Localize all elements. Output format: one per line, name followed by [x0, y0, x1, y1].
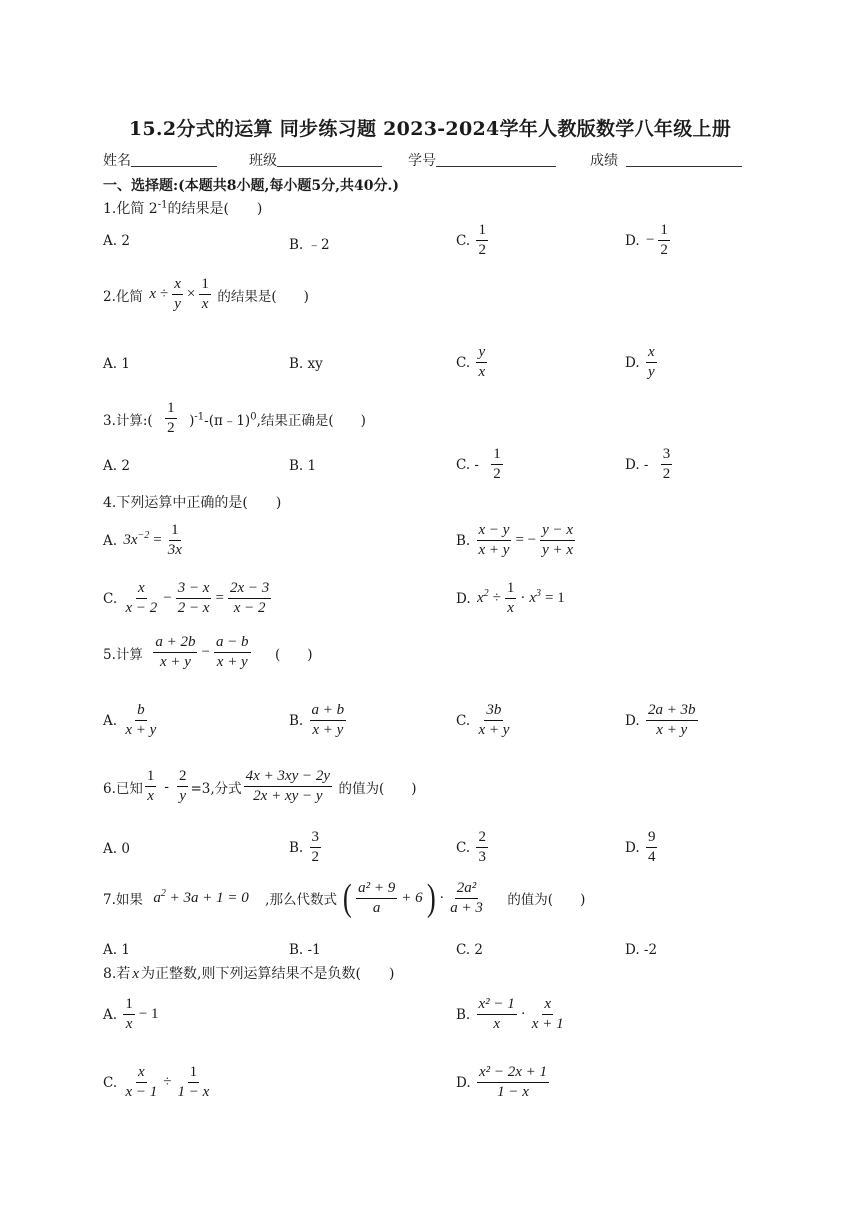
- q4-c-label: C.: [103, 590, 118, 607]
- q8-text: 8.若: [103, 966, 131, 982]
- name-label: 姓名: [103, 153, 131, 169]
- q3-d-label: D. -: [625, 456, 649, 473]
- q8-a-label: A.: [103, 1006, 118, 1023]
- q4-option-d[interactable]: [456, 580, 567, 617]
- q4-d-label: D.: [456, 590, 471, 607]
- score-field: [590, 150, 742, 170]
- q3-c-fraction: $\frac{1}{2}$: [493, 446, 501, 482]
- q1-d-fraction: $\frac{1}{2}$: [660, 222, 668, 258]
- q8-var: x: [132, 966, 140, 982]
- id-label: 学号: [408, 153, 436, 169]
- q4-c-fraction-3: $\frac{2x - 3}{x - 2}$: [229, 580, 270, 616]
- class-field: [249, 150, 382, 170]
- q6-fraction-2: $\frac{2}{y}$: [178, 768, 187, 804]
- q7-text: 7.如果: [103, 892, 143, 908]
- q1-option-c[interactable]: [456, 222, 490, 259]
- q6-option-a[interactable]: A. 0: [103, 841, 130, 857]
- q3-option-d[interactable]: [625, 446, 674, 483]
- q4-a-lhs: $3x^{-2}$: [123, 530, 150, 548]
- q5-d-fraction: $\frac{2a + 3b}{x + y}$: [647, 702, 696, 738]
- q6-fraction-3: $\frac{4x + 3xy - 2y}{2x + xy - y}$: [245, 768, 331, 804]
- q3-text-mid: )$^{-1}$-(π﹣1)$^0$,结果正确是( ): [189, 411, 366, 429]
- question-7: [103, 878, 585, 918]
- question-2: [103, 276, 309, 313]
- q7-text-tail: 的值为( ): [507, 892, 586, 908]
- q4-option-c[interactable]: [103, 580, 273, 617]
- q2-times: ×: [186, 286, 196, 302]
- q4-d-dot: ·: [520, 590, 526, 606]
- q2-option-c[interactable]: [456, 344, 489, 381]
- q3-option-b[interactable]: B. 1: [289, 458, 317, 474]
- q6-c-fraction: $\frac{2}{3}$: [478, 829, 486, 865]
- q6-d-fraction: $\frac{9}{4}$: [647, 829, 656, 865]
- name-blank[interactable]: [131, 152, 217, 167]
- section-title: 一、选择题:(本题共8小题,每小题5分,共40分.): [103, 178, 400, 194]
- q8-b-fraction-2: $\frac{x}{x + 1}$: [531, 996, 564, 1032]
- q5-option-a[interactable]: [103, 702, 160, 739]
- q1-exponent: -1: [157, 199, 168, 211]
- q4-option-a[interactable]: [103, 522, 186, 559]
- name-field: [103, 150, 217, 170]
- q5-b-label: B.: [289, 712, 304, 729]
- q8-c-fraction-1: $\frac{x}{x - 1}$: [125, 1064, 158, 1100]
- q6-text-tail: 的值为( ): [338, 780, 417, 797]
- q8-b-label: B.: [456, 1006, 471, 1023]
- q4-b-fraction-1: $\frac{x - y}{x + y}$: [478, 522, 510, 558]
- q3-text: 3.计算:(: [103, 412, 153, 429]
- q4-b-label: B.: [456, 532, 471, 549]
- q4-d-term-1: $x^2$: [476, 588, 489, 606]
- q6-c-label: C.: [456, 839, 471, 856]
- q6-b-fraction: $\frac{3}{2}$: [311, 829, 320, 865]
- q8-a-rest: − 1: [138, 1006, 159, 1022]
- q1-d-sign: −: [645, 232, 655, 248]
- q2-fraction-2: $\frac{1}{x}$: [201, 276, 209, 312]
- q4-d-eq: = 1: [545, 590, 565, 606]
- q1-text-tail: 的结果是( ): [167, 201, 263, 217]
- q4-a-label: A.: [103, 532, 118, 549]
- q5-minus: −: [201, 644, 210, 660]
- q6-text-mid: =3,分式: [190, 780, 242, 797]
- q7-inner-plus: + 6: [401, 889, 423, 906]
- q3-d-fraction: $\frac{3}{2}$: [662, 446, 671, 482]
- q8-c-label: C.: [103, 1074, 118, 1091]
- q8-option-d[interactable]: [456, 1064, 551, 1101]
- q5-text: 5.计算: [103, 646, 143, 663]
- q5-option-d[interactable]: [625, 702, 700, 739]
- q5-fraction-1: $\frac{a + 2b}{x + y}$: [155, 634, 196, 670]
- q3-option-a[interactable]: A. 2: [103, 458, 130, 474]
- class-label: 班级: [249, 153, 277, 169]
- q8-c-div: ÷: [163, 1074, 172, 1090]
- q2-c-label: C.: [456, 354, 471, 371]
- q4-d-term-2: $x^3$: [529, 588, 542, 606]
- q2-text: 2.化简: [103, 288, 143, 305]
- page-title: 15.2分式的运算 同步练习题 2023-2024学年人教版数学八年级上册: [128, 118, 732, 140]
- q1-text: 1.化简 2: [103, 201, 158, 217]
- q3-fraction: $\frac{1}{2}$: [167, 400, 175, 436]
- q5-a-fraction: $\frac{b}{x + y}$: [125, 702, 157, 738]
- q1-option-d[interactable]: [625, 222, 672, 259]
- q4-a-eq: =: [153, 532, 162, 548]
- q8-d-fraction: $\frac{\text{x² − 2x + 1}}{1 - x}$: [478, 1064, 547, 1100]
- q2-option-b[interactable]: B. xy: [289, 356, 323, 372]
- q4-a-fraction: $\frac{1}{3x}$: [167, 522, 182, 558]
- q5-option-b[interactable]: [289, 702, 348, 739]
- q7-fraction: $\frac{\text{2a²}}{a + 3}$: [450, 879, 483, 916]
- q7-option-c[interactable]: C. 2: [456, 942, 484, 958]
- q7-right-paren: ): [426, 877, 436, 919]
- q7-text-mid: ,那么代数式: [265, 892, 337, 908]
- question-8: [103, 963, 394, 983]
- class-blank[interactable]: [277, 152, 382, 167]
- q7-left-paren: (: [343, 877, 353, 919]
- q6-minus: -: [164, 778, 169, 795]
- q2-option-a[interactable]: A. 1: [103, 356, 130, 372]
- q7-dot: ·: [439, 889, 445, 906]
- score-blank[interactable]: [626, 152, 742, 167]
- q8-a-fraction: $\frac{1}{x}$: [125, 996, 133, 1032]
- q2-div: ÷: [160, 286, 169, 302]
- q1-d-label: D.: [625, 232, 640, 249]
- q4-c-fraction-1: $\frac{x}{x - 2}$: [125, 580, 158, 616]
- q4-c-fraction-2: $\frac{3 - x}{2 - x}$: [177, 580, 210, 616]
- q6-option-c[interactable]: [456, 829, 490, 866]
- q2-option-d[interactable]: [625, 344, 659, 381]
- q8-text-tail: 为正整数,则下列运算结果不是负数( ): [141, 966, 395, 982]
- question-5: [103, 634, 313, 671]
- q6-b-label: B.: [289, 839, 304, 856]
- q4-c-minus: −: [163, 590, 172, 606]
- q8-option-c[interactable]: [103, 1064, 213, 1101]
- q4-b-eq: = −: [515, 532, 537, 548]
- question-4: 4.下列运算中正确的是( ): [103, 495, 282, 511]
- q7-option-b[interactable]: B. -1: [289, 942, 321, 958]
- q1-option-a[interactable]: A. 2: [103, 233, 130, 249]
- q1-c-fraction: $\frac{1}{2}$: [478, 222, 486, 258]
- q7-inner-fraction: $\frac{\text{a² + 9}}{a}$: [358, 879, 396, 916]
- q5-c-fraction: $\frac{3b}{x + y}$: [478, 702, 510, 738]
- q7-option-d[interactable]: D. -2: [625, 942, 658, 958]
- q6-option-b[interactable]: [289, 829, 323, 866]
- q8-d-label: D.: [456, 1074, 471, 1091]
- q8-c-fraction-2: $\frac{1}{1 - x}$: [177, 1064, 210, 1100]
- q6-fraction-1: $\frac{1}{x}$: [146, 768, 155, 804]
- q6-text: 6.已知: [103, 780, 143, 797]
- q5-option-c[interactable]: [456, 702, 513, 739]
- q3-option-c[interactable]: [456, 446, 505, 483]
- q7-option-a[interactable]: A. 1: [103, 942, 130, 958]
- id-field: [408, 150, 556, 170]
- q8-b-dot: ·: [520, 1006, 526, 1022]
- q2-c-fraction: $\frac{y}{x}$: [478, 344, 486, 380]
- score-label: 成绩: [590, 153, 618, 169]
- q5-fraction-2: $\frac{a - b}{x + y}$: [215, 634, 249, 670]
- question-6: [103, 768, 417, 805]
- q5-text-tail: ( ): [275, 646, 313, 663]
- q4-b-fraction-2: $\frac{y - x}{y + x}$: [542, 522, 574, 558]
- q2-x: x: [149, 286, 157, 302]
- id-blank[interactable]: [436, 152, 556, 167]
- q8-b-fraction-1: $\frac{\text{x² − 1}}{x}$: [478, 996, 515, 1032]
- q6-option-d[interactable]: [625, 829, 659, 866]
- q5-a-label: A.: [103, 712, 118, 729]
- question-1: [103, 198, 262, 218]
- q4-d-div: ÷: [492, 590, 501, 606]
- q1-option-b[interactable]: B. ﹣2: [289, 237, 330, 253]
- question-3: [103, 400, 366, 437]
- q4-c-eq: =: [215, 590, 224, 606]
- q8-option-b[interactable]: [456, 996, 568, 1033]
- q2-text-tail: 的结果是( ): [217, 288, 309, 305]
- q3-c-label: C. -: [456, 456, 479, 473]
- q7-equation: $a^2 + 3a + 1 = 0$: [153, 887, 249, 906]
- q2-d-fraction: $\frac{x}{y}$: [647, 344, 655, 380]
- q4-option-b[interactable]: [456, 522, 577, 559]
- q1-c-label: C.: [456, 232, 471, 249]
- q2-d-label: D.: [625, 354, 640, 371]
- q2-fraction-1: $\frac{x}{y}$: [174, 276, 181, 312]
- q4-d-fraction: $\frac{1}{x}$: [506, 580, 515, 616]
- q8-option-a[interactable]: [103, 996, 161, 1033]
- q5-d-label: D.: [625, 712, 640, 729]
- q5-b-fraction: $\frac{a + b}{x + y}$: [311, 702, 345, 738]
- q5-c-label: C.: [456, 712, 471, 729]
- q6-d-label: D.: [625, 839, 640, 856]
